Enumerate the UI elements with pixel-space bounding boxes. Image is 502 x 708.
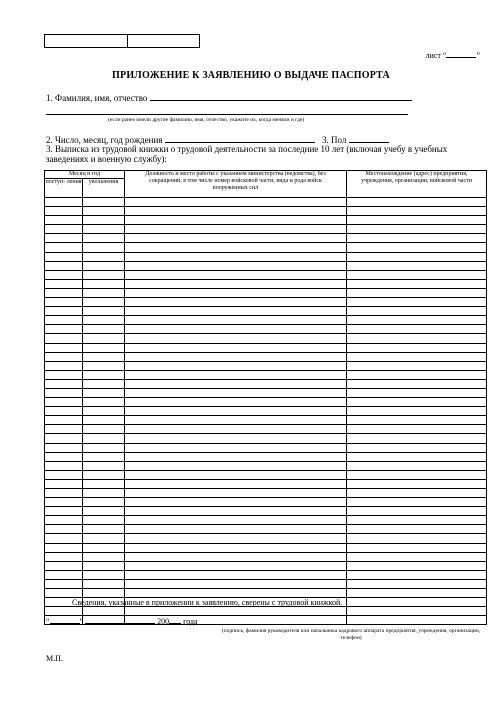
cell-position[interactable]: [125, 379, 347, 388]
year-suffix: года: [183, 617, 198, 626]
table-row: [45, 479, 487, 488]
cell-location[interactable]: [347, 307, 487, 316]
cell-admission[interactable]: [45, 343, 83, 352]
table-row: [45, 316, 487, 325]
cell-admission[interactable]: [45, 361, 83, 370]
cell-dismissal[interactable]: [83, 543, 125, 552]
cell-dismissal[interactable]: [83, 325, 125, 334]
cell-position[interactable]: [125, 352, 347, 361]
table-row: [45, 443, 487, 452]
cell-position[interactable]: [125, 216, 347, 225]
table-row: [45, 489, 487, 498]
cell-location[interactable]: [347, 270, 487, 279]
table-row: [45, 461, 487, 470]
cell-admission[interactable]: [45, 443, 83, 452]
cell-admission[interactable]: [45, 607, 83, 616]
cell-position[interactable]: [125, 470, 347, 479]
previous-names-note: (если ранее имели другие фамилию, имя, отчество, укажите их, когда меняли и где): [108, 117, 305, 123]
cell-dismissal[interactable]: [83, 498, 125, 507]
table-row: [45, 307, 487, 316]
year-field[interactable]: [169, 616, 181, 624]
table-row: [45, 379, 487, 388]
cell-location[interactable]: [347, 261, 487, 270]
cell-location[interactable]: [347, 443, 487, 452]
cell-dismissal[interactable]: [83, 298, 125, 307]
cell-admission[interactable]: [45, 461, 83, 470]
cell-admission[interactable]: [45, 534, 83, 543]
cell-position[interactable]: [125, 334, 347, 343]
cell-location[interactable]: [347, 534, 487, 543]
date-open-quote: “: [46, 617, 50, 626]
cell-position[interactable]: [125, 434, 347, 443]
cell-location[interactable]: [347, 489, 487, 498]
date-close-quote: ”: [79, 617, 84, 626]
signature-note: (подпись, фамилия руководителя или начальника кадрового аппарата предприятия, учреждения, организации, телефон): [221, 628, 481, 641]
cell-dismissal[interactable]: [83, 261, 125, 270]
cell-dismissal[interactable]: [83, 507, 125, 516]
cell-admission[interactable]: [45, 379, 83, 388]
cell-dismissal[interactable]: [83, 525, 125, 534]
cell-position[interactable]: [125, 416, 347, 425]
table-row: [45, 607, 487, 616]
cell-position[interactable]: [125, 343, 347, 352]
cell-dismissal[interactable]: [83, 334, 125, 343]
page-title: ПРИЛОЖЕНИЕ К ЗАЯВЛЕНИЮ О ВЫДАЧЕ ПАСПОРТА: [112, 70, 390, 81]
cell-dismissal[interactable]: [83, 561, 125, 570]
table-row: [45, 398, 487, 407]
cell-location[interactable]: [347, 516, 487, 525]
cell-admission[interactable]: [45, 316, 83, 325]
cell-location[interactable]: [347, 361, 487, 370]
cell-admission[interactable]: [45, 352, 83, 361]
cell-position[interactable]: [125, 288, 347, 297]
cell-position[interactable]: [125, 279, 347, 288]
cell-dismissal[interactable]: [83, 489, 125, 498]
cell-dismissal[interactable]: [83, 352, 125, 361]
cell-dismissal[interactable]: [83, 589, 125, 598]
cell-position[interactable]: [125, 407, 347, 416]
sheet-number-field[interactable]: [446, 50, 476, 58]
cell-position[interactable]: [125, 270, 347, 279]
cell-admission[interactable]: [45, 225, 83, 234]
table-row: [45, 261, 487, 270]
cell-position[interactable]: [125, 534, 347, 543]
table-row: [45, 388, 487, 397]
cell-location[interactable]: [347, 252, 487, 261]
cell-location[interactable]: [347, 279, 487, 288]
table-row: [45, 561, 487, 570]
cell-location[interactable]: [347, 334, 487, 343]
cell-location[interactable]: [347, 452, 487, 461]
cell-admission[interactable]: [45, 252, 83, 261]
cell-admission[interactable]: [45, 516, 83, 525]
cell-location[interactable]: [347, 552, 487, 561]
cell-admission[interactable]: [45, 370, 83, 379]
table-row: [45, 407, 487, 416]
cell-admission[interactable]: [45, 398, 83, 407]
cell-admission[interactable]: [45, 552, 83, 561]
table-row: [45, 325, 487, 334]
table-row: [45, 552, 487, 561]
cell-location[interactable]: [347, 288, 487, 297]
cell-position[interactable]: [125, 561, 347, 570]
cell-location[interactable]: [347, 598, 487, 607]
cell-location[interactable]: [347, 570, 487, 579]
cell-dismissal[interactable]: [83, 416, 125, 425]
cell-position[interactable]: [125, 398, 347, 407]
table-row: [45, 270, 487, 279]
table-row: [45, 425, 487, 434]
cell-location[interactable]: [347, 370, 487, 379]
table-row: [45, 589, 487, 598]
cell-admission[interactable]: [45, 407, 83, 416]
cell-admission[interactable]: [45, 416, 83, 425]
cell-dismissal[interactable]: [83, 361, 125, 370]
table-row: [45, 370, 487, 379]
cell-position[interactable]: [125, 589, 347, 598]
cell-position[interactable]: [125, 479, 347, 488]
table-row: [45, 279, 487, 288]
cell-position[interactable]: [125, 425, 347, 434]
cell-location[interactable]: [347, 316, 487, 325]
cell-dismissal[interactable]: [83, 443, 125, 452]
top-boxes[interactable]: [44, 34, 200, 48]
table-row: [45, 470, 487, 479]
cell-admission[interactable]: [45, 543, 83, 552]
table-row: [45, 298, 487, 307]
cell-admission[interactable]: [45, 388, 83, 397]
employment-extract-label: 3. Выписка из трудовой книжки о трудовой деятельности за последние 10 лет (включая учебу в учебных заведениях и военную службу):: [46, 144, 448, 164]
previous-names-line[interactable]: [46, 114, 408, 115]
cell-position[interactable]: [125, 370, 347, 379]
cell-admission[interactable]: [45, 570, 83, 579]
cell-admission[interactable]: [45, 216, 83, 225]
birth-date-label: 2. Число, месяц, год рождения: [46, 135, 163, 145]
col-admission: поступ- ления: [45, 179, 83, 198]
cell-position[interactable]: [125, 570, 347, 579]
cell-position[interactable]: [125, 552, 347, 561]
cell-admission[interactable]: [45, 498, 83, 507]
cell-location[interactable]: [347, 543, 487, 552]
table-row: [45, 343, 487, 352]
date-row: [46, 616, 198, 626]
cell-dismissal[interactable]: [83, 316, 125, 325]
cell-dismissal[interactable]: [83, 579, 125, 588]
cell-position[interactable]: [125, 225, 347, 234]
cell-location[interactable]: [347, 416, 487, 425]
cell-location[interactable]: [347, 298, 487, 307]
cell-position[interactable]: [125, 461, 347, 470]
cell-position[interactable]: [125, 234, 347, 243]
cell-location[interactable]: [347, 388, 487, 397]
cell-dismissal[interactable]: [83, 534, 125, 543]
table-row: [45, 243, 487, 252]
cell-location[interactable]: [347, 607, 487, 616]
table-row: [45, 543, 487, 552]
cell-location[interactable]: [347, 198, 487, 207]
cell-location[interactable]: [347, 579, 487, 588]
cell-dismissal[interactable]: [83, 370, 125, 379]
gender-label: 3. Пол: [322, 135, 347, 145]
cell-dismissal[interactable]: [83, 470, 125, 479]
cell-position[interactable]: [125, 252, 347, 261]
cell-admission[interactable]: [45, 243, 83, 252]
cell-dismissal[interactable]: [83, 388, 125, 397]
employment-table: [44, 170, 487, 625]
cell-admission[interactable]: [45, 288, 83, 297]
cell-admission[interactable]: [45, 507, 83, 516]
gender-field[interactable]: [349, 134, 389, 143]
cell-position[interactable]: [125, 507, 347, 516]
cell-admission[interactable]: [45, 307, 83, 316]
cell-position[interactable]: [125, 298, 347, 307]
cell-location[interactable]: [347, 225, 487, 234]
cell-position[interactable]: [125, 607, 347, 616]
cell-location[interactable]: [347, 352, 487, 361]
cell-dismissal[interactable]: [83, 234, 125, 243]
cell-dismissal[interactable]: [83, 225, 125, 234]
cell-position[interactable]: [125, 261, 347, 270]
cell-dismissal[interactable]: [83, 479, 125, 488]
cell-dismissal[interactable]: [83, 307, 125, 316]
table-row: [45, 252, 487, 261]
cell-dismissal[interactable]: [83, 516, 125, 525]
table-row: [45, 452, 487, 461]
cell-dismissal[interactable]: [83, 379, 125, 388]
cell-admission[interactable]: [45, 425, 83, 434]
table-row: [45, 288, 487, 297]
cell-dismissal[interactable]: [83, 461, 125, 470]
cell-position[interactable]: [125, 307, 347, 316]
cell-admission[interactable]: [45, 479, 83, 488]
cell-position[interactable]: [125, 489, 347, 498]
col-month-year: Месяц и год: [45, 171, 125, 179]
cell-dismissal[interactable]: [83, 270, 125, 279]
table-row: [45, 434, 487, 443]
full-name-field[interactable]: [150, 92, 412, 101]
verification-statement: Сведения, указанные в приложении к заявлению, сверены с трудовой книжкой.: [72, 598, 343, 607]
cell-location[interactable]: [347, 425, 487, 434]
cell-location[interactable]: [347, 398, 487, 407]
cell-dismissal[interactable]: [83, 398, 125, 407]
cell-admission[interactable]: [45, 234, 83, 243]
cell-dismissal[interactable]: [83, 279, 125, 288]
table-row: [45, 334, 487, 343]
cell-admission[interactable]: [45, 207, 83, 216]
table-row: [45, 570, 487, 579]
cell-location[interactable]: [347, 234, 487, 243]
cell-dismissal[interactable]: [83, 243, 125, 252]
full-name-row: [46, 92, 412, 103]
cell-dismissal[interactable]: [83, 407, 125, 416]
cell-position[interactable]: [125, 198, 347, 207]
full-name-label: 1. Фамилия, имя, отчество: [46, 93, 148, 103]
cell-location[interactable]: [347, 343, 487, 352]
sheet-label: лист “: [425, 51, 447, 60]
cell-location[interactable]: [347, 216, 487, 225]
cell-location[interactable]: [347, 498, 487, 507]
cell-admission[interactable]: [45, 261, 83, 270]
cell-dismissal[interactable]: [83, 425, 125, 434]
col-dismissal: увольнения: [83, 179, 125, 198]
cell-position[interactable]: [125, 443, 347, 452]
cell-location[interactable]: [347, 243, 487, 252]
table-row: [45, 216, 487, 225]
cell-admission[interactable]: [45, 579, 83, 588]
day-field[interactable]: [50, 616, 80, 624]
cell-location[interactable]: [347, 325, 487, 334]
cell-dismissal[interactable]: [83, 452, 125, 461]
cell-dismissal[interactable]: [83, 343, 125, 352]
cell-position[interactable]: [125, 579, 347, 588]
year-prefix: 200: [157, 617, 170, 626]
table-row: [45, 352, 487, 361]
cell-location[interactable]: [347, 479, 487, 488]
cell-admission[interactable]: [45, 452, 83, 461]
cell-location[interactable]: [347, 434, 487, 443]
col-location: Местонахождение (адрес) предприятия, учреждения, организации, войсковой части: [347, 171, 487, 198]
cell-admission[interactable]: [45, 270, 83, 279]
cell-admission[interactable]: [45, 470, 83, 479]
cell-dismissal[interactable]: [83, 552, 125, 561]
cell-location[interactable]: [347, 561, 487, 570]
cell-location[interactable]: [347, 525, 487, 534]
birth-date-field[interactable]: [165, 134, 315, 143]
cell-position[interactable]: [125, 325, 347, 334]
cell-dismissal[interactable]: [83, 198, 125, 207]
sheet-number: [426, 50, 480, 60]
cell-admission[interactable]: [45, 489, 83, 498]
table-row: [45, 498, 487, 507]
cell-position[interactable]: [125, 498, 347, 507]
cell-position[interactable]: [125, 316, 347, 325]
table-row: [45, 416, 487, 425]
month-field[interactable]: [85, 616, 155, 624]
cell-dismissal[interactable]: [83, 434, 125, 443]
table-row: [45, 207, 487, 216]
table-row: [45, 516, 487, 525]
top-box-divider: [127, 35, 128, 47]
table-row: [45, 198, 487, 207]
cell-position[interactable]: [125, 516, 347, 525]
cell-location[interactable]: [347, 507, 487, 516]
table-row: [45, 525, 487, 534]
cell-admission[interactable]: [45, 325, 83, 334]
col-position: Должность и место работы с указанием министерства (ведомства), без сокращений, в том числе номер войсковой части, вида и рода войск вооруженных сил: [125, 171, 347, 198]
cell-location[interactable]: [347, 589, 487, 598]
cell-dismissal[interactable]: [83, 216, 125, 225]
cell-position[interactable]: [125, 207, 347, 216]
cell-location[interactable]: [347, 461, 487, 470]
table-row: [45, 225, 487, 234]
table-row: [45, 361, 487, 370]
table-row: [45, 534, 487, 543]
cell-admission[interactable]: [45, 434, 83, 443]
cell-location[interactable]: [347, 470, 487, 479]
cell-location[interactable]: [347, 207, 487, 216]
cell-dismissal[interactable]: [83, 288, 125, 297]
cell-dismissal[interactable]: [83, 207, 125, 216]
table-row: [45, 579, 487, 588]
cell-admission[interactable]: [45, 334, 83, 343]
cell-position[interactable]: [125, 388, 347, 397]
cell-dismissal[interactable]: [83, 607, 125, 616]
cell-position[interactable]: [125, 543, 347, 552]
cell-admission[interactable]: [45, 198, 83, 207]
cell-location[interactable]: [347, 379, 487, 388]
cell-dismissal[interactable]: [83, 252, 125, 261]
cell-admission[interactable]: [45, 298, 83, 307]
cell-position[interactable]: [125, 243, 347, 252]
signature-line[interactable]: [216, 624, 486, 625]
cell-admission[interactable]: [45, 561, 83, 570]
cell-position[interactable]: [125, 452, 347, 461]
sheet-close-quote: ”: [476, 51, 480, 60]
cell-admission[interactable]: [45, 279, 83, 288]
cell-location[interactable]: [347, 407, 487, 416]
stamp-place: М.П.: [46, 654, 63, 663]
table-row: [45, 507, 487, 516]
cell-position[interactable]: [125, 525, 347, 534]
cell-dismissal[interactable]: [83, 570, 125, 579]
cell-admission[interactable]: [45, 525, 83, 534]
cell-position[interactable]: [125, 361, 347, 370]
cell-admission[interactable]: [45, 589, 83, 598]
table-row: [45, 234, 487, 243]
